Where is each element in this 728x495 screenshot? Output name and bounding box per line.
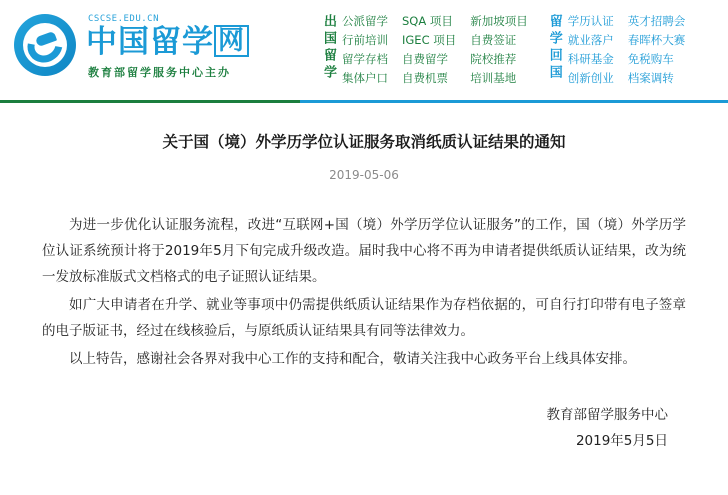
nav-column: [628, 12, 686, 88]
nav-column: [402, 12, 456, 88]
nav-item[interactable]: 自费签证: [470, 33, 517, 47]
nav-column: [342, 12, 388, 88]
paragraph: 以上特告，感谢社会各界对我中心工作的支持和配合，敬请关注我中心政务平台上线具体安排。: [69, 351, 636, 367]
brand-texts: [86, 6, 249, 80]
brand-title-last: 网: [214, 25, 249, 57]
nav-item[interactable]: IGEC 项目: [402, 33, 457, 47]
nav-item[interactable]: 英才招聘会: [627, 14, 686, 28]
document-body: [0, 100, 728, 454]
nav-item[interactable]: 学历认证: [567, 14, 614, 28]
nav-group-label-return-home: 留学回国: [546, 14, 562, 82]
nav-item[interactable]: 新加坡项目: [470, 14, 528, 28]
document-title: 关于国（境）外学历学位认证服务取消纸质认证结果的通知: [162, 133, 566, 151]
signature-org: 教育部留学服务中心: [546, 407, 668, 423]
globe-swoosh-logo-icon: [14, 14, 78, 78]
site-brand[interactable]: [14, 6, 314, 80]
nav-item[interactable]: 免税购车: [627, 52, 674, 66]
nav-item[interactable]: SQA 项目: [402, 14, 453, 28]
nav-item[interactable]: 创新创业: [567, 71, 614, 85]
document-date: 2019-05-06: [329, 168, 399, 182]
nav-item[interactable]: 公派留学: [342, 14, 388, 28]
nav-item[interactable]: 就业落户: [567, 33, 614, 47]
header-divider: [0, 100, 728, 103]
nav-item[interactable]: 留学存档: [342, 52, 388, 66]
brand-url: CSCSE.EDU.CN: [88, 14, 160, 24]
footer-spacer: [0, 479, 728, 495]
brand-subtitle: 教育部留学服务中心主办: [88, 66, 231, 79]
nav-item[interactable]: 科研基金: [567, 52, 614, 66]
nav-group-study-abroad: [320, 6, 528, 88]
nav-group-return-home: [546, 6, 686, 88]
nav-columns-return-home: [568, 12, 686, 88]
document-signature: [42, 402, 686, 454]
paragraph: 如广大申请者在升学、就业等事项中仍需提供纸质认证结果作为存档依据的，可自行打印带有电子签章的电子版证书，经过在线核验后，与原纸质认证结果具有同等法律效力。: [42, 297, 686, 339]
nav-columns-study-abroad: [342, 12, 528, 88]
brand-title-main: 中国留学: [86, 24, 214, 60]
nav-item[interactable]: 院校推荐: [470, 52, 517, 66]
nav-item[interactable]: 春晖杯大赛: [627, 33, 686, 47]
nav-item[interactable]: 培训基地: [470, 71, 517, 85]
nav-group-label-study-abroad: 出国留学: [321, 14, 336, 82]
brand-title: [86, 25, 249, 59]
document-paragraphs: [42, 212, 686, 372]
nav-item[interactable]: 档案调转: [627, 71, 674, 85]
nav-item[interactable]: 集体户口: [342, 71, 388, 85]
nav-item[interactable]: 自费留学: [402, 52, 448, 66]
site-header: [0, 0, 728, 100]
paragraph: 为进一步优化认证服务流程，改进“互联网+国（境）外学历学位认证服务”的工作，国（境）外学历学位认证系统预计将于2019年5月下旬完成升级改造。届时我中心将不再为申请者提供纸质认证结果，改为统一发放标准版式文档格式的电子证照认证结果。: [42, 217, 686, 285]
nav-column: [470, 12, 528, 88]
nav-item[interactable]: 行前培训: [342, 33, 388, 47]
nav-item[interactable]: 自费机票: [402, 71, 448, 85]
nav-column: [568, 12, 614, 88]
signature-date: 2019年5月5日: [575, 433, 668, 449]
